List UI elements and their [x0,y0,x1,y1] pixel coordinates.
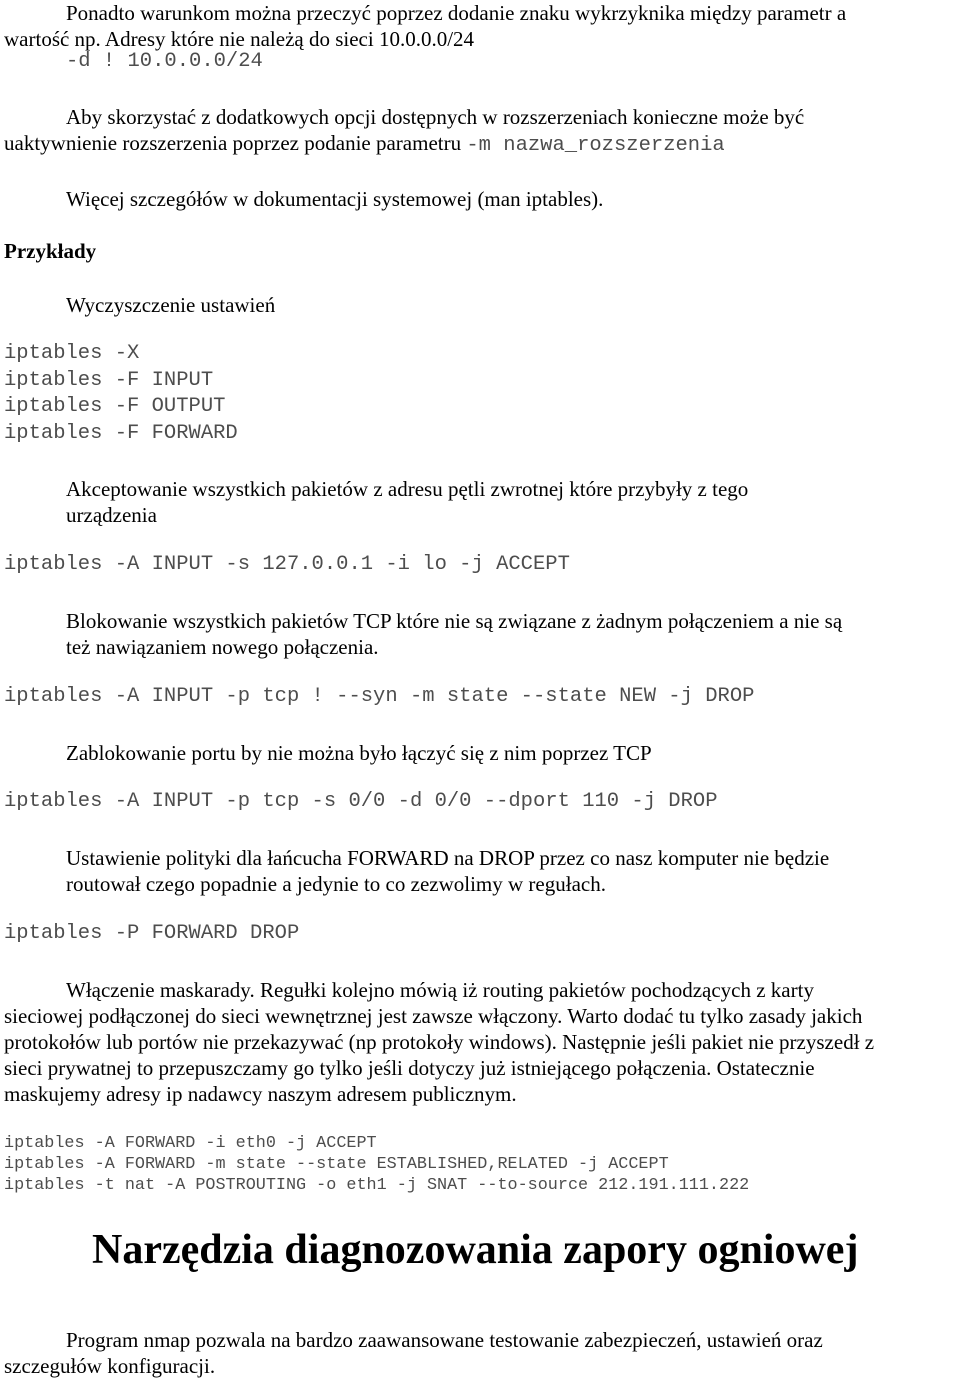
port-block-code: iptables -A INPUT -p tcp -s 0/0 -d 0/0 --dport 110 -j DROP [4,790,718,813]
masquerade-line-2: sieciowej podłączonej do sieci wewnętrznej jest zawsze włączony. Warto dodać tu tylko zasady jakich [4,1004,863,1028]
block-line-2: też nawiązaniem nowego połączenia. [66,635,379,659]
clear-settings-title: Wyczyszczenie ustawień [66,293,276,317]
clear-settings-code [4,341,958,447]
extension-param-code: -m nazwa_rozszerzenia [466,134,725,157]
masquerade-code [4,1133,958,1196]
loopback-line-2: urządzenia [66,503,157,527]
extensions-line-2 [4,130,958,159]
masquerade-line-3: protokołów lub portów nie przekazywać (np protokoły windows). Następnie jeśli pakiet nie przyszedł z [4,1030,875,1054]
block-code: iptables -A INPUT -p tcp ! --syn -m state --state NEW -j DROP [4,685,755,708]
extensions-text: uaktywnienie rozszerzenia poprzez podanie parametru [4,131,467,155]
policy-code: iptables -P FORWARD DROP [4,922,300,945]
code-line: iptables -A FORWARD -i eth0 -j ACCEPT [4,1134,377,1153]
extensions-line-1: Aby skorzystać z dodatkowych opcji dostępnych w rozszerzeniach konieczne może być [66,105,805,129]
port-block-title: Zablokowanie portu by nie można było łączyć się z nim poprzez TCP [66,741,652,765]
intro-line-2: wartość np. Adresy które nie należą do sieci 10.0.0.0/24 [4,27,475,51]
masquerade-line-4: sieci prywatnej to przepuszczamy go tylko jeśli dotyczy już istniejącego połączenia. Ostatecznie [4,1056,815,1080]
code-line: iptables -t nat -A POSTROUTING -o eth1 -j SNAT --to-source 212.191.111.222 [4,1176,750,1195]
masquerade-line-5: maskujemy adresy ip nadawcy naszym adresem publicznym. [4,1082,517,1106]
nmap-line-1: Program nmap pozwala na bardzo zaawansowane testowanie zabezpieczeń, ustawień oraz [66,1328,823,1352]
code-line: iptables -A FORWARD -m state --state ESTABLISHED,RELATED -j ACCEPT [4,1155,669,1174]
negation-code-example: -d ! 10.0.0.0/24 [66,50,263,73]
loopback-code: iptables -A INPUT -s 127.0.0.1 -i lo -j ACCEPT [4,553,570,576]
code-line: iptables -F OUTPUT [4,395,226,418]
intro-line-1: Ponadto warunkom można przeczyć poprzez dodanie znaku wykrzyknika między parametr a [66,1,847,25]
nmap-line-2: szczegułów konfiguracji. [4,1354,216,1378]
block-line-1: Blokowanie wszystkich pakietów TCP które nie są związane z żadnym połączeniem a nie są [66,609,843,633]
policy-line-1: Ustawienie polityki dla łańcucha FORWARD na DROP przez co nasz komputer nie będzie [66,846,830,870]
loopback-line-1: Akceptowanie wszystkich pakietów z adresu pętli zwrotnej które przybyły z tego [66,477,749,501]
masquerade-line-1: Włączenie maskarady. Regułki kolejno mówią iż routing pakietów pochodzących z karty [66,978,814,1002]
examples-heading: Przykłady [4,239,97,263]
policy-line-2: routował czego popadnie a jedynie to co zezwolimy w regułach. [66,872,606,896]
code-line: iptables -X [4,342,140,365]
man-reference: Więcej szczegółów w dokumentacji systemowej (man iptables). [66,187,604,211]
code-line: iptables -F INPUT [4,368,214,392]
code-line: iptables -F FORWARD [4,421,238,445]
section-heading: Narzędzia diagnozowania zapory ogniowej [92,1227,859,1273]
